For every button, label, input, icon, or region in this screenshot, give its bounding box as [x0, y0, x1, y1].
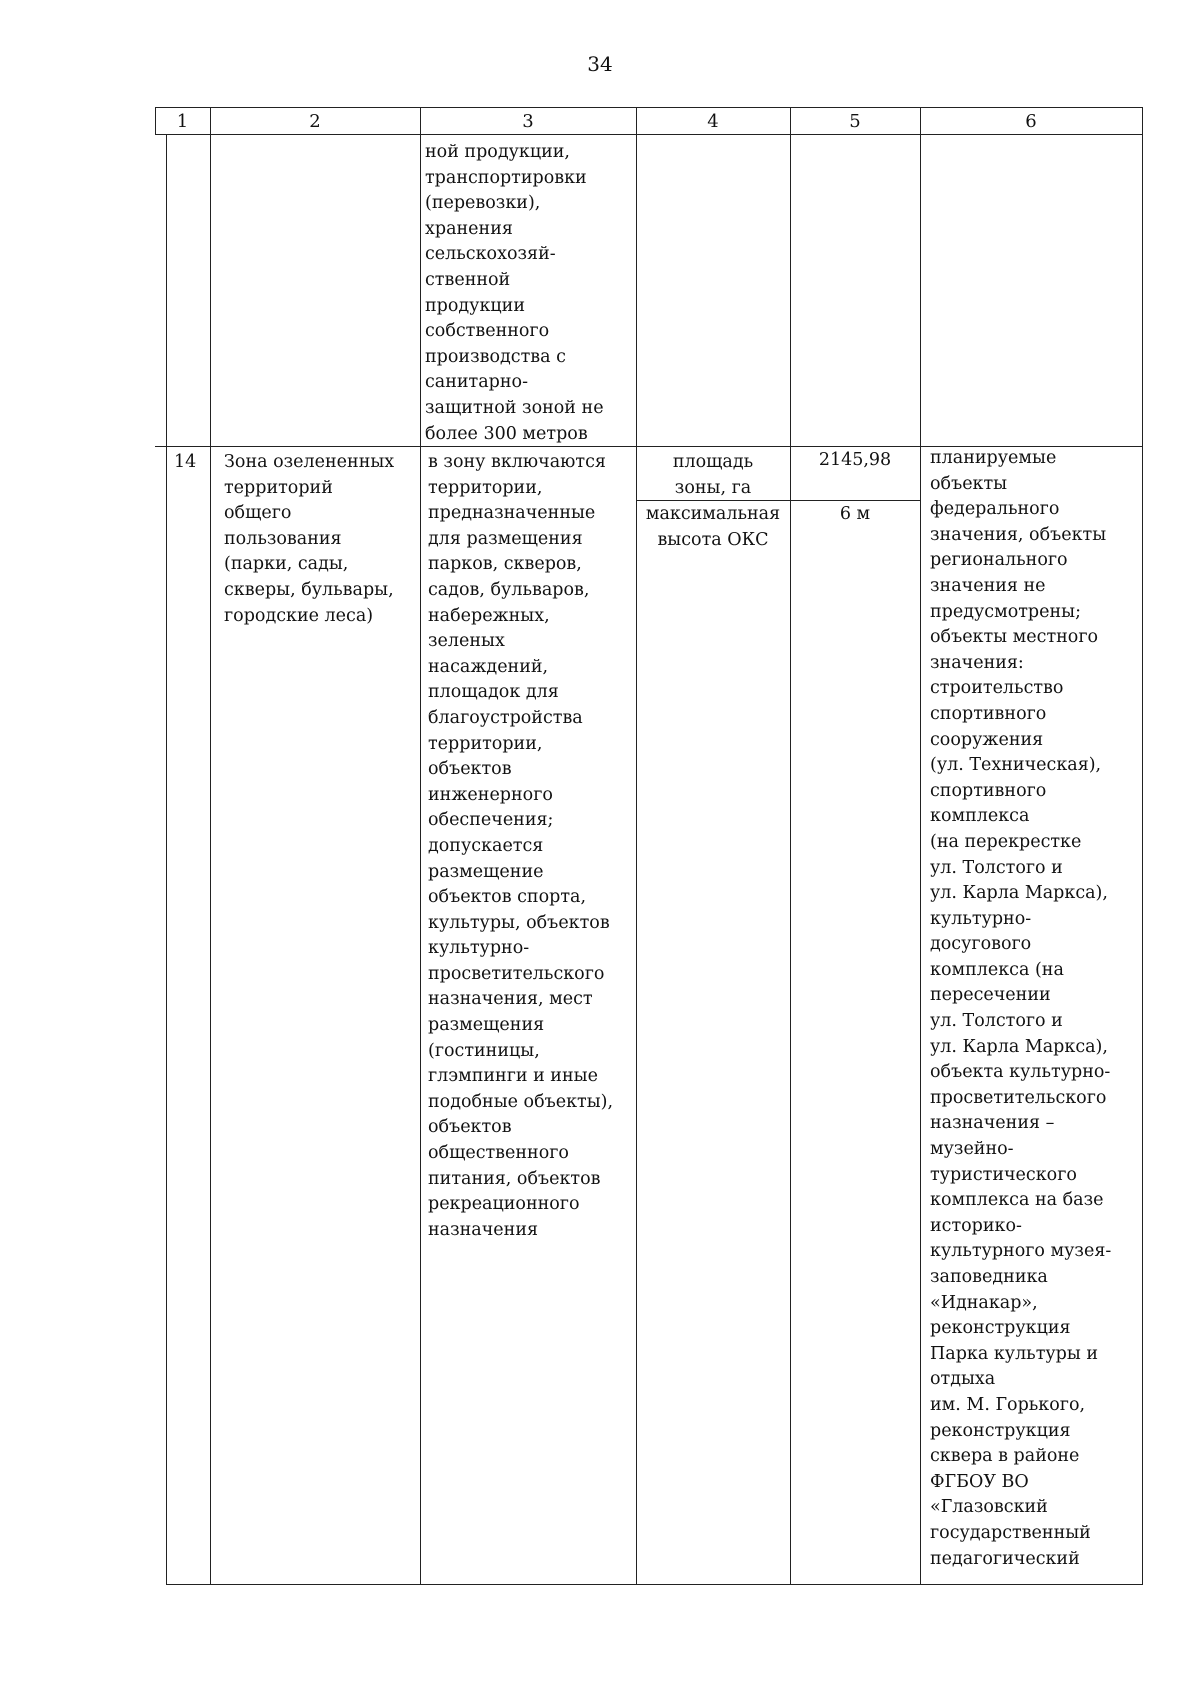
column-number-1: 1 — [176, 111, 189, 132]
table-bottom-border — [166, 1584, 1142, 1585]
area-label: площадь зоны, га — [672, 452, 754, 498]
zone-name: Зона озелененных территорий общего пользования (парки, сады, скверы, бульвары, городские леса) — [224, 452, 395, 626]
column-number-6: 6 — [1025, 111, 1037, 132]
table-left-border-body — [166, 134, 167, 1585]
col-divider-2 — [420, 107, 421, 1585]
col-divider-5 — [920, 107, 921, 1585]
page-number: 34 — [587, 52, 613, 76]
col-divider-3 — [636, 107, 637, 1585]
row-number: 14 — [174, 452, 197, 472]
table-right-border — [1142, 107, 1143, 1585]
zone-description: в зону включаются территории, предназначенные для размещения парков, скверов, садов, бульваров, набережных, зеленых насаждений, площадок для благоустройства территории, объектов инженерного обеспечения; допускается размещение объектов спорта, культуры, объектов культурно- просветительского назначения, мест размещения (гостиницы, глэмпинги и иные подобные объекты), объектов общественного питания, объектов рекреационного назначения — [428, 452, 614, 1240]
header-bottom-border — [155, 134, 1143, 135]
column-number-3: 3 — [522, 111, 534, 132]
height-label: максимальная высота ОКС — [645, 504, 781, 550]
continuation-description: ной продукции, транспортировки (перевозки), хранения сельскохозяй- ственной продукции собственного производства с санитарно- защитной зоной не более 300 метров — [425, 142, 604, 444]
column-number-4: 4 — [707, 111, 719, 132]
column-number-2: 2 — [309, 111, 321, 132]
height-value: 6 м — [839, 504, 871, 524]
table-top-border — [155, 107, 1143, 108]
planned-objects: планируемые объекты федерального значения, объекты регионального значения не предусмотрены; объекты местного значения: строительство спортивного сооружения (ул. Техническая), спортивного комплекса (на перекрестке ул. Толстого и ул. Карла Маркса), культурно- досугового комплекса (на пересечении ул. Толстого и ул. Карла Маркса), объекта культурно- просветительского назначения – музейно- туристического комплекса на базе историко- культурного музея- заповедника «Иднакар», реконструкция Парка культуры и отдыха им. М. Горького, реконструкция сквера в районе ФГБОУ ВО «Глазовский государственный педагогический — [930, 448, 1112, 1569]
area-value: 2145,98 — [818, 450, 892, 470]
col-divider-1 — [210, 107, 211, 1585]
col-divider-4 — [790, 107, 791, 1585]
column-number-5: 5 — [849, 111, 861, 132]
